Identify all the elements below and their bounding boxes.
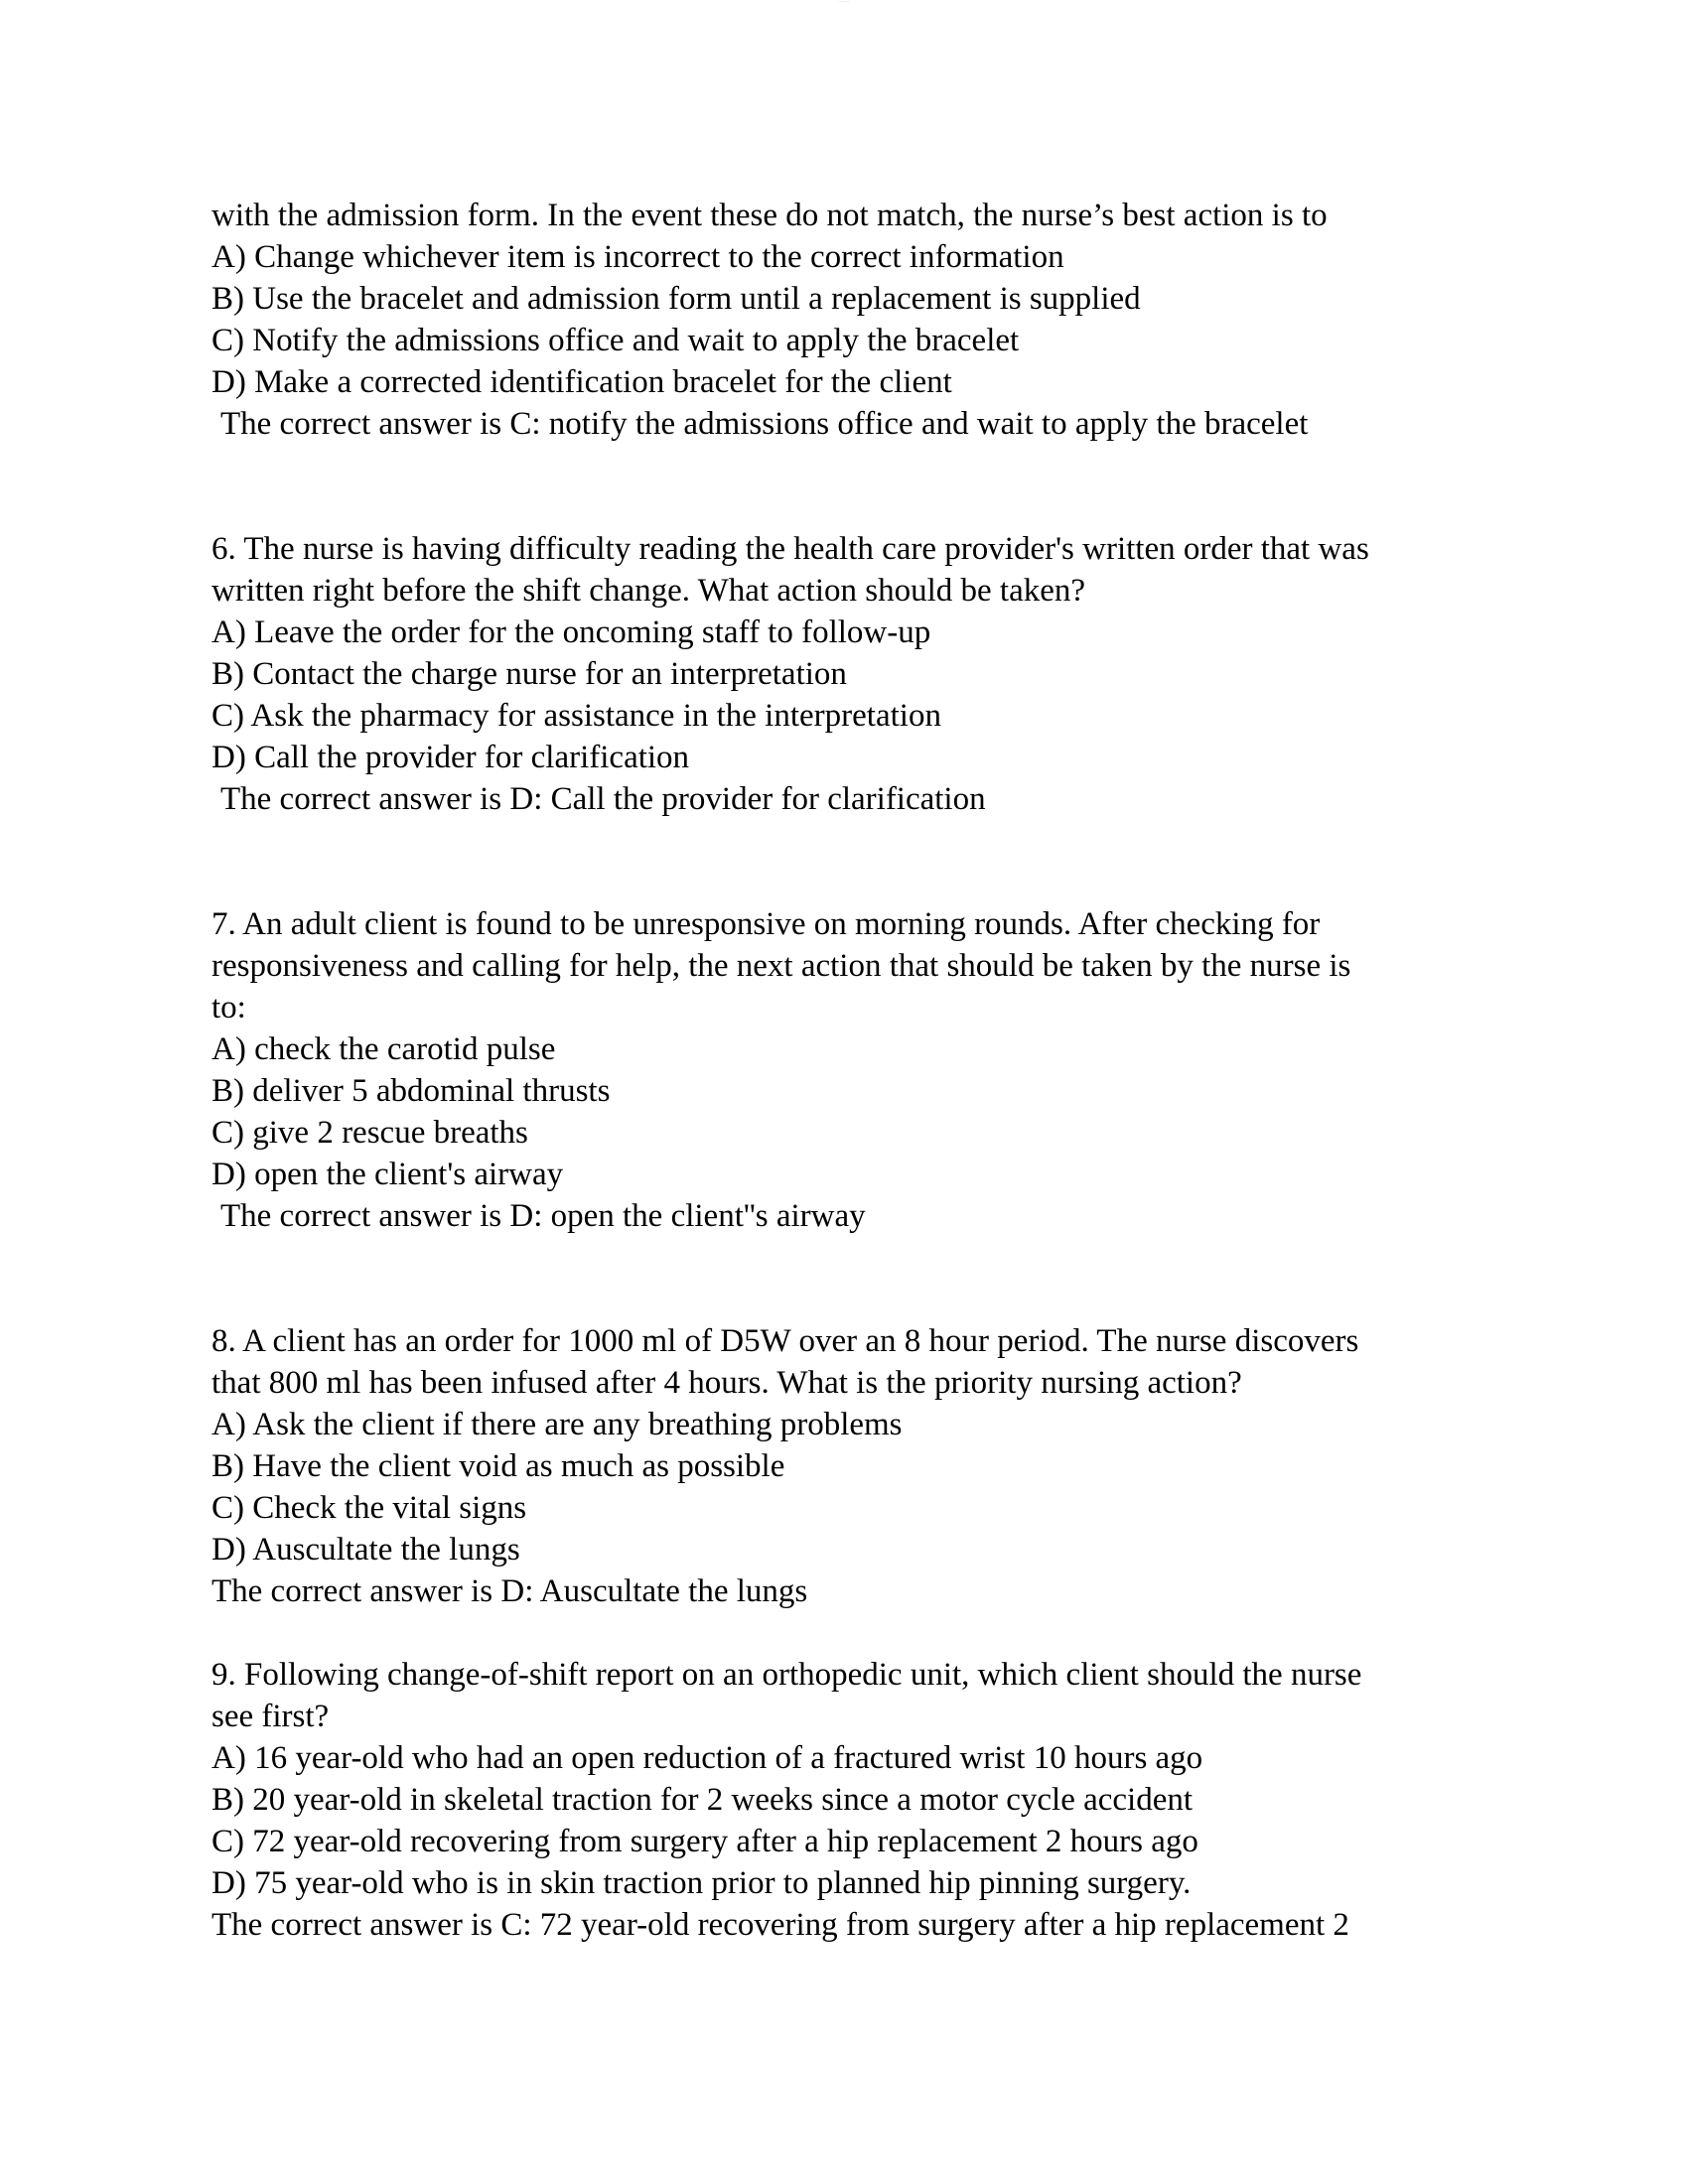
question-7-stem-line-1: 7. An adult client is found to be unresponsive on morning rounds. After checking for [211,906,1321,942]
question-8-stem-line-1: 8. A client has an order for 1000 ml of D5W over an 8 hour period. The nurse discovers [211,1323,1359,1359]
question-9-option-b: B) 20 year-old in skeletal traction for 2 weeks since a motor cycle accident [211,1782,1194,1818]
question-7-stem-line-2: responsiveness and calling for help, the next action that should be taken by the nurse is [211,948,1351,984]
question-6-option-d: D) Call the provider for clarification [211,740,690,775]
question-8-stem-line-2: that 800 ml has been infused after 4 hours. What is the priority nursing action? [211,1365,1242,1401]
question-7-option-c: C) give 2 rescue breaths [211,1115,528,1151]
question-9-option-d: D) 75 year-old who is in skin traction prior to planned hip pinning surgery. [211,1865,1192,1901]
question-6-stem-line-1: 6. The nurse is having difficulty reading the health care provider's written order that was [211,531,1369,567]
question-9-stem-line-1: 9. Following change-of-shift report on an orthopedic unit, which client should the nurse [211,1657,1362,1693]
question-9-option-c: C) 72 year-old recovering from surgery after a hip replacement 2 hours ago [211,1824,1198,1859]
question-7-option-b: B) deliver 5 abdominal thrusts [211,1073,611,1109]
question-8-option-b: B) Have the client void as much as possible [211,1448,785,1484]
question-6-answer: The correct answer is D: Call the provider for clarification [220,781,986,817]
question-9-answer: The correct answer is C: 72 year-old recovering from surgery after a hip replacement 2 [211,1907,1349,1943]
question-6-option-b: B) Contact the charge nurse for an interpretation [211,656,847,692]
page-header-mark: ········· [838,0,850,4]
question-5-stem: with the admission form. In the event these do not match, the nurse’s best action is to [211,198,1328,233]
spacer [211,1237,1492,1320]
question-6-option-a: A) Leave the order for the oncoming staff to follow-up [211,614,931,650]
question-5-answer: The correct answer is C: notify the admissions office and wait to apply the bracelet [220,406,1309,442]
question-9-option-a: A) 16 year-old who had an open reduction of a fractured wrist 10 hours ago [211,1740,1203,1776]
question-8-option-c: C) Check the vital signs [211,1490,527,1526]
spacer [211,445,1492,528]
question-5-option-d: D) Make a corrected identification bracelet for the client [211,364,952,400]
question-7-answer: The correct answer is D: open the client''s airway [220,1198,866,1234]
question-8 [211,1320,1492,1612]
question-7-option-a: A) check the carotid pulse [211,1031,556,1067]
question-8-answer: The correct answer is D: Auscultate the lungs [211,1573,808,1609]
question-7-stem-line-3: to: [211,990,246,1025]
question-content [211,195,1492,1946]
question-8-option-d: D) Auscultate the lungs [211,1532,520,1568]
question-6 [211,528,1492,820]
spacer [211,1612,1492,1654]
question-5-option-b: B) Use the bracelet and admission form until a replacement is supplied [211,281,1141,317]
question-5-tail [211,195,1492,445]
spacer [211,820,1492,903]
question-7 [211,903,1492,1237]
question-6-stem-line-2: written right before the shift change. What action should be taken? [211,573,1086,609]
question-5-option-c: C) Notify the admissions office and wait to apply the bracelet [211,323,1020,358]
question-7-option-d: D) open the client's airway [211,1157,564,1192]
question-5-option-a: A) Change whichever item is incorrect to the correct information [211,239,1064,275]
question-8-option-a: A) Ask the client if there are any breathing problems [211,1407,903,1442]
question-9 [211,1654,1492,1946]
question-9-stem-line-2: see first? [211,1699,330,1734]
question-6-option-c: C) Ask the pharmacy for assistance in the interpretation [211,698,941,734]
